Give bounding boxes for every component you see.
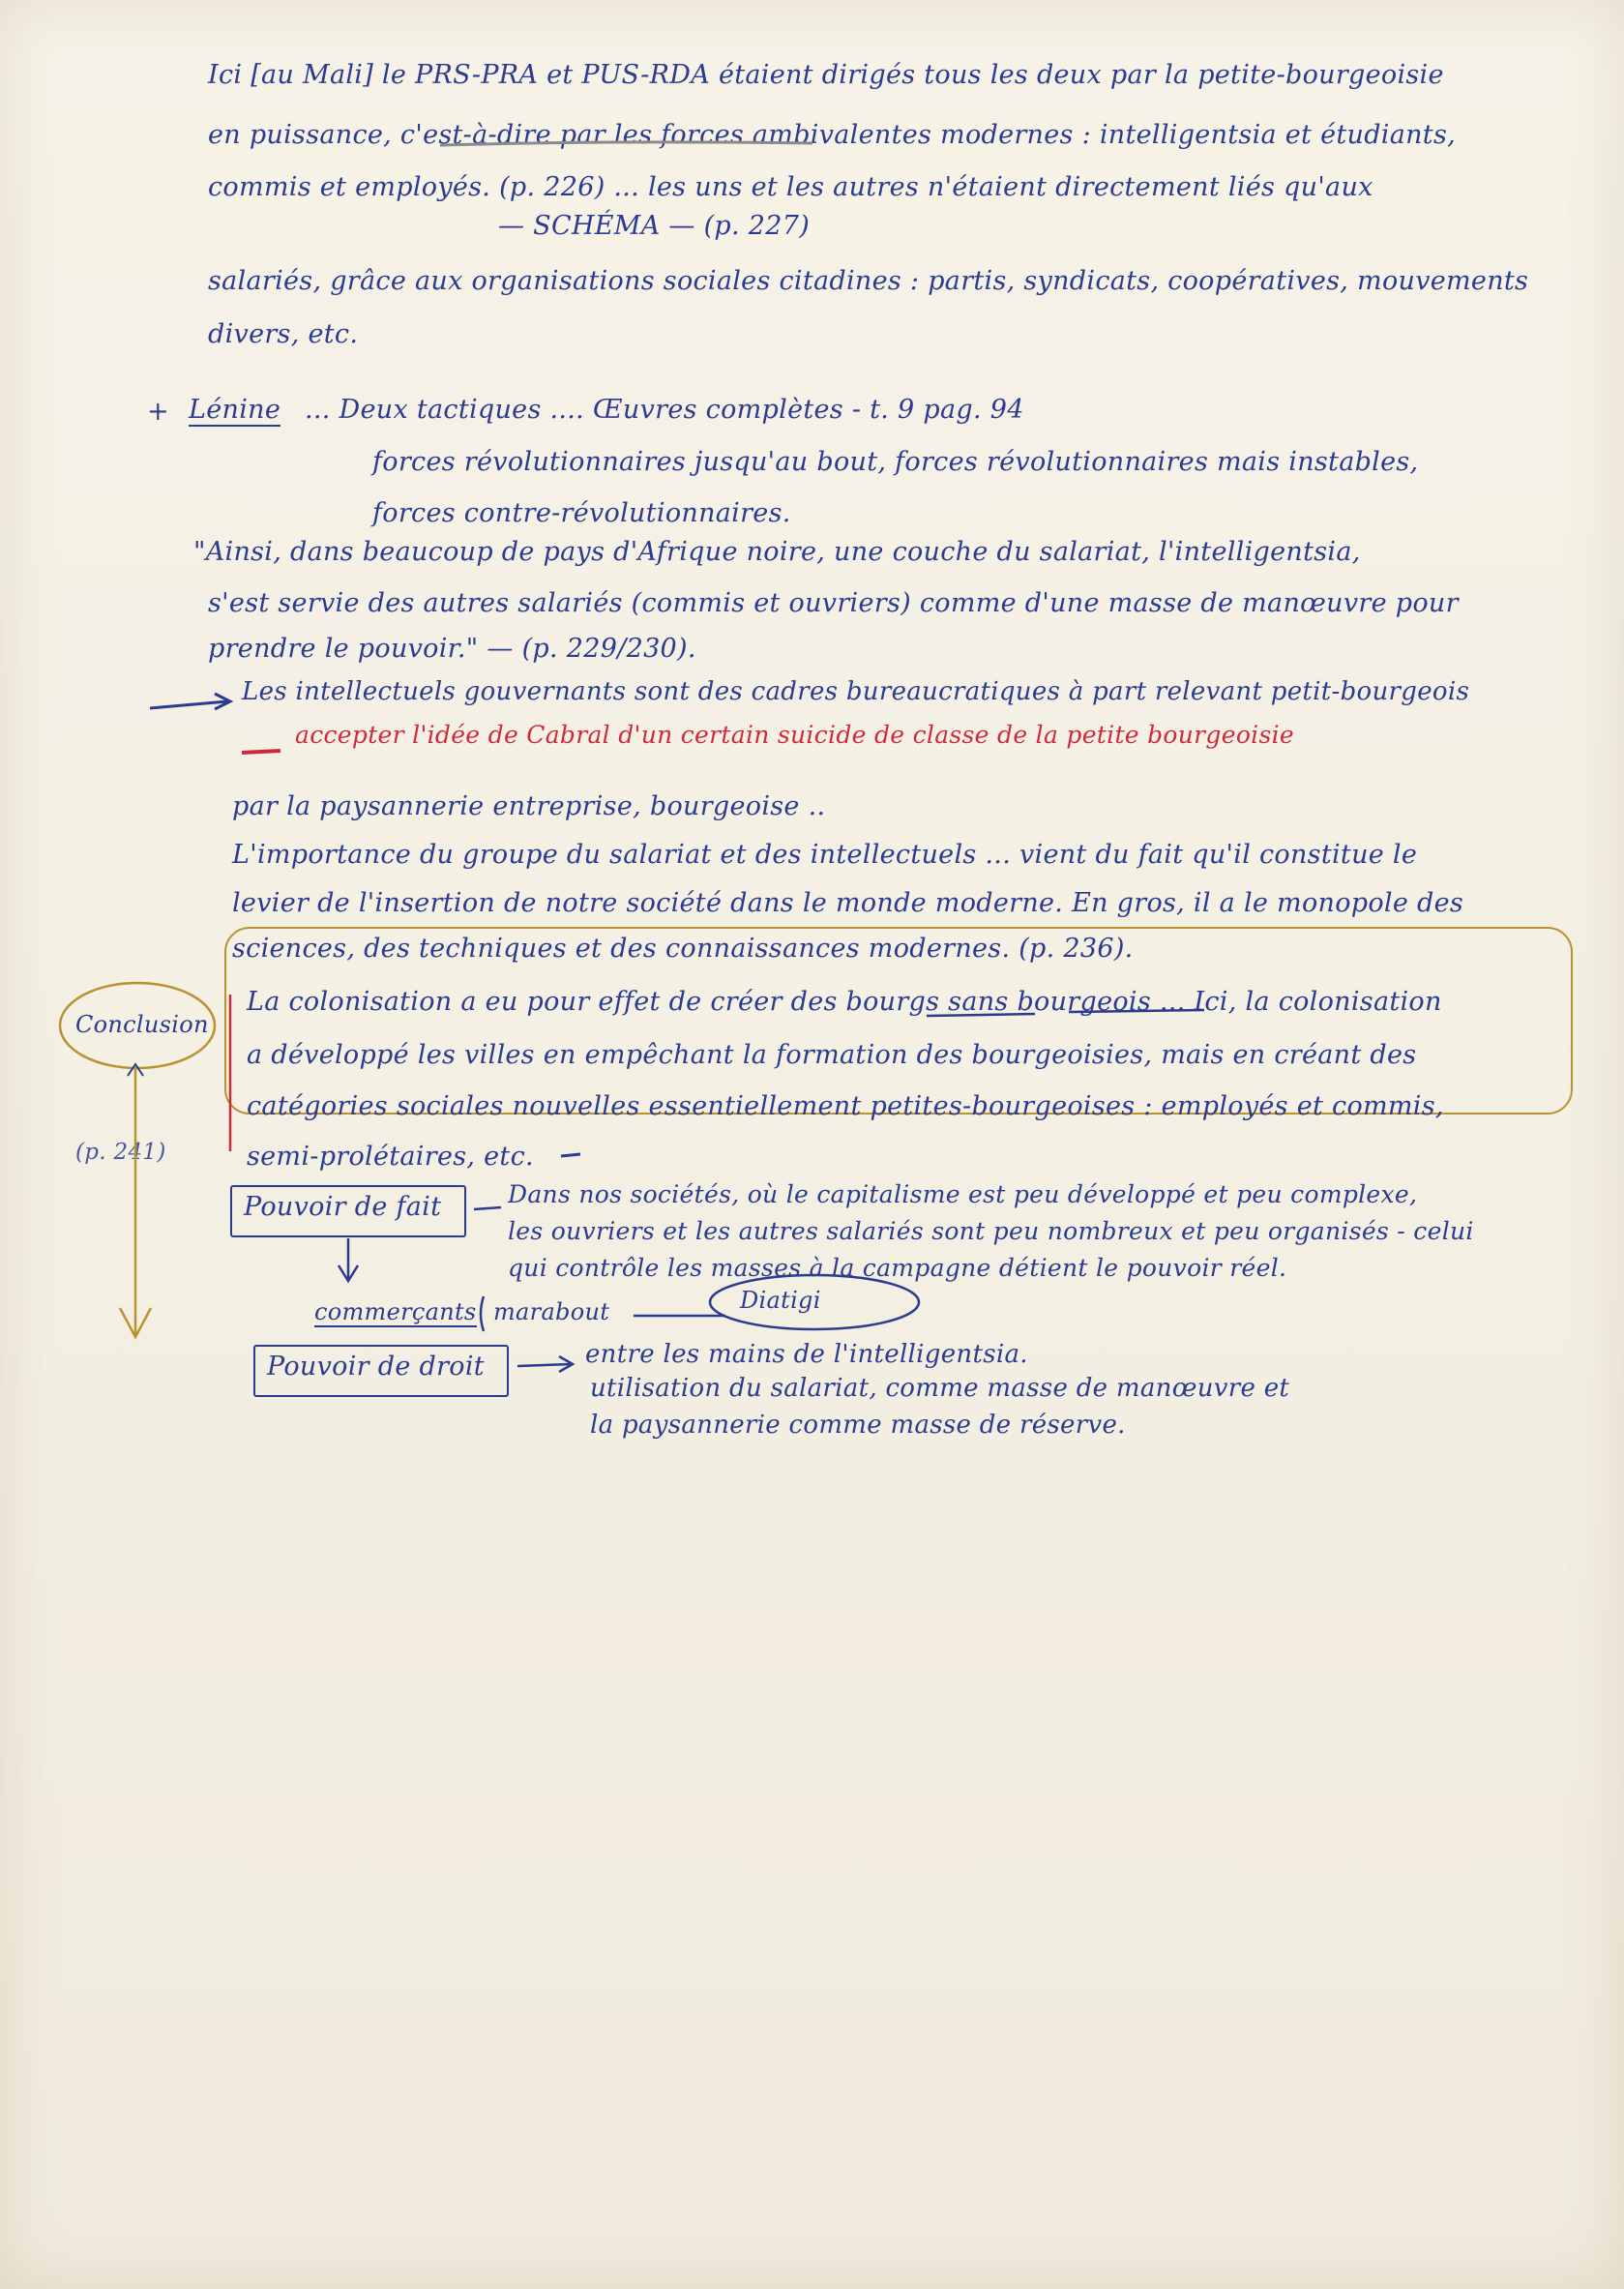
gray-underline-icon — [440, 142, 812, 145]
text-line-9: forces contre-révolutionnaires. — [372, 498, 791, 528]
pouvoir-fait-line-1: Dans nos sociétés, où le capitalisme est peu développé et peu complexe, — [508, 1180, 1418, 1208]
pouvoir-droit-line-1: entre les mains de l'intelligentsia. — [585, 1340, 1028, 1369]
text-line-8: forces révolutionnaires jusqu'au bout, forces révolutionnaires mais instables, — [372, 447, 1419, 477]
underline-icon — [927, 1010, 1204, 1016]
quote-line-3: prendre le pouvoir." — (p. 229/230). — [208, 634, 696, 664]
text-line-5: salariés, grâce aux organisations sociales citadines : partis, syndicats, coopératives, mouvements — [208, 266, 1529, 296]
page-ref-241: (p. 241) — [75, 1140, 166, 1165]
diatigi-circle-icon — [710, 1275, 919, 1329]
red-dash-icon — [242, 751, 281, 753]
arrow-droit-icon — [517, 1364, 571, 1366]
conclusion-circle-icon — [60, 983, 215, 1068]
conclusion-label: Conclusion — [75, 1011, 209, 1038]
text-line-18: sciences, des techniques et des connaissances modernes. (p. 236). — [232, 934, 1134, 964]
quote-line-1: "Ainsi, dans beaucoup de pays d'Afrique noire, une couche du salariat, l'intelligentsia, — [193, 537, 1361, 567]
text-line-6: divers, etc. — [208, 319, 359, 349]
bracket-icon — [481, 1296, 484, 1331]
diatigi-label: Diatigi — [740, 1287, 821, 1314]
text-line-17: levier de l'insertion de notre société dans le monde moderne. En gros, il a le monopole des — [232, 888, 1464, 918]
conclusion-line-2: a développé les villes en empêchant la formation des bourgeoisies, mais en créant des — [247, 1040, 1417, 1070]
text-line-13: Les intellectuels gouvernants sont des cadres bureaucratiques à part relevant petit-bourgeois — [242, 677, 1470, 706]
dash-icon — [561, 1154, 580, 1156]
schema-reference: — SCHÉMA — (p. 227) — [498, 211, 811, 241]
red-note-cabral: accepter l'idée de Cabral d'un certain suicide de classe de la petite bourgeoisie — [295, 721, 1295, 749]
text-line-7: ... Deux tactiques .... Œuvres complètes - t. 9 pag. 94 — [305, 395, 1024, 425]
text-line-1: Ici [au Mali] le PRS-PRA et PUS-RDA étaient dirigés tous les deux par la petite-bourgeoisie — [208, 60, 1444, 90]
commercants-label: commerçants — [314, 1298, 477, 1325]
quote-line-2: s'est servie des autres salariés (commis et ouvriers) comme d'une masse de manœuvre pour — [208, 588, 1459, 618]
conclusion-line-3: catégories sociales nouvelles essentiellement petites-bourgeoises : employés et commis, — [247, 1091, 1444, 1121]
pouvoir-de-fait-label: Pouvoir de fait — [244, 1192, 442, 1222]
arrow-fait-icon — [474, 1207, 501, 1209]
conclusion-line-4: semi-prolétaires, etc. — [247, 1142, 534, 1172]
text-line-2: en puissance, c'est-à-dire par les forces ambivalentes modernes : intelligentsia et étudiants, — [208, 120, 1457, 150]
pouvoir-de-droit-label: Pouvoir de droit — [267, 1352, 485, 1382]
conclusion-line-1: La colonisation a eu pour effet de créer des bourgs sans bourgeois ... Ici, la colonisation — [247, 987, 1442, 1017]
text-line-15: par la paysannerie entreprise, bourgeoise .. — [232, 791, 826, 821]
pouvoir-fait-line-2: les ouvriers et les autres salariés sont peu nombreux et peu organisés - celui — [508, 1217, 1474, 1245]
pouvoir-droit-line-3: la paysannerie comme masse de réserve. — [590, 1411, 1126, 1440]
marabout-label: marabout — [493, 1298, 610, 1325]
pouvoir-droit-line-2: utilisation du salariat, comme masse de manœuvre et — [590, 1374, 1290, 1403]
text-line-3: commis et employés. (p. 226) ... les uns et les autres n'étaient directement liés qu'aux — [208, 172, 1373, 202]
lenine-mark: + — [147, 397, 169, 427]
lenine-heading: Lénine — [189, 395, 281, 425]
text-line-16: L'importance du groupe du salariat et des intellectuels ... vient du fait qu'il constitue le — [232, 840, 1418, 870]
pouvoir-fait-line-3: qui contrôle les masses à la campagne détient le pouvoir réel. — [508, 1254, 1287, 1282]
